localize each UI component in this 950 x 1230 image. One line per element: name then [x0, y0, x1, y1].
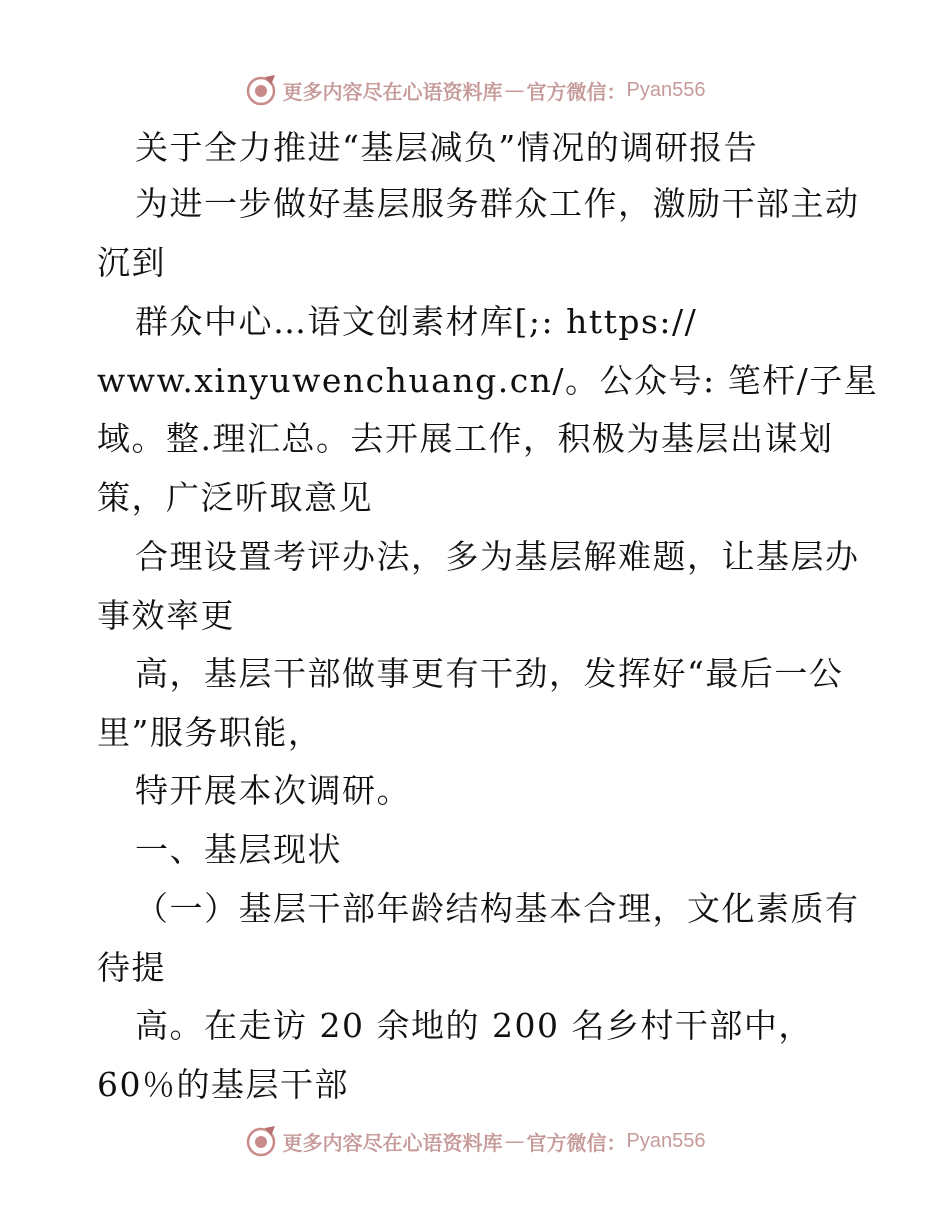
section-heading: 一、基层现状: [135, 830, 342, 869]
body-line: 策，广泛听取意见: [97, 478, 373, 517]
watermark-contact-label: 官方微信：: [526, 1130, 627, 1155]
watermark-dash: —: [504, 78, 525, 102]
watermark-contact-id: Pyan556: [626, 1129, 706, 1152]
body-line: 合理设置考评办法，多为基层解难题，让基层办: [135, 537, 860, 576]
watermark-brand: 更多内容尽在心语资料库: [282, 1130, 503, 1155]
body-line: 高，基层干部做事更有干劲，发挥好“最后一公: [135, 654, 844, 693]
watermark-dash: —: [504, 1129, 525, 1153]
pen-badge-icon: [245, 1124, 279, 1158]
body-line: 60％的基层干部: [97, 1065, 349, 1104]
body-line: www.xinyuwenchuang.cn/。公众号: 笔杆/子星: [97, 361, 879, 400]
body-line: 群众中心…语文创素材库[;: https://: [135, 302, 698, 341]
header-watermark: [0, 70, 950, 110]
body-line: 里”服务职能，: [97, 713, 323, 752]
document-title: 关于全力推进“基层减负”情况的调研报告: [135, 128, 759, 167]
body-line: 沉到: [97, 243, 166, 282]
watermark-contact-id: Pyan556: [626, 78, 706, 101]
watermark-contact-label: 官方微信：: [526, 79, 627, 104]
body-line: 特开展本次调研。: [135, 771, 411, 810]
body-line: 域。整.理汇总。去开展工作，积极为基层出谋划: [97, 419, 834, 458]
body-line: 待提: [97, 948, 166, 987]
watermark-brand: 更多内容尽在心语资料库: [282, 79, 503, 104]
body-line: 事效率更: [97, 596, 235, 635]
body-line: 高。在走访 20 余地的 200 名乡村干部中，: [135, 1006, 813, 1045]
subsection-heading: （一）基层干部年龄结构基本合理，文化素质有: [135, 889, 860, 928]
footer-watermark: [0, 1121, 950, 1161]
body-line: 为进一步做好基层服务群众工作，激励干部主动: [135, 184, 860, 223]
pen-badge-icon: [245, 73, 279, 107]
